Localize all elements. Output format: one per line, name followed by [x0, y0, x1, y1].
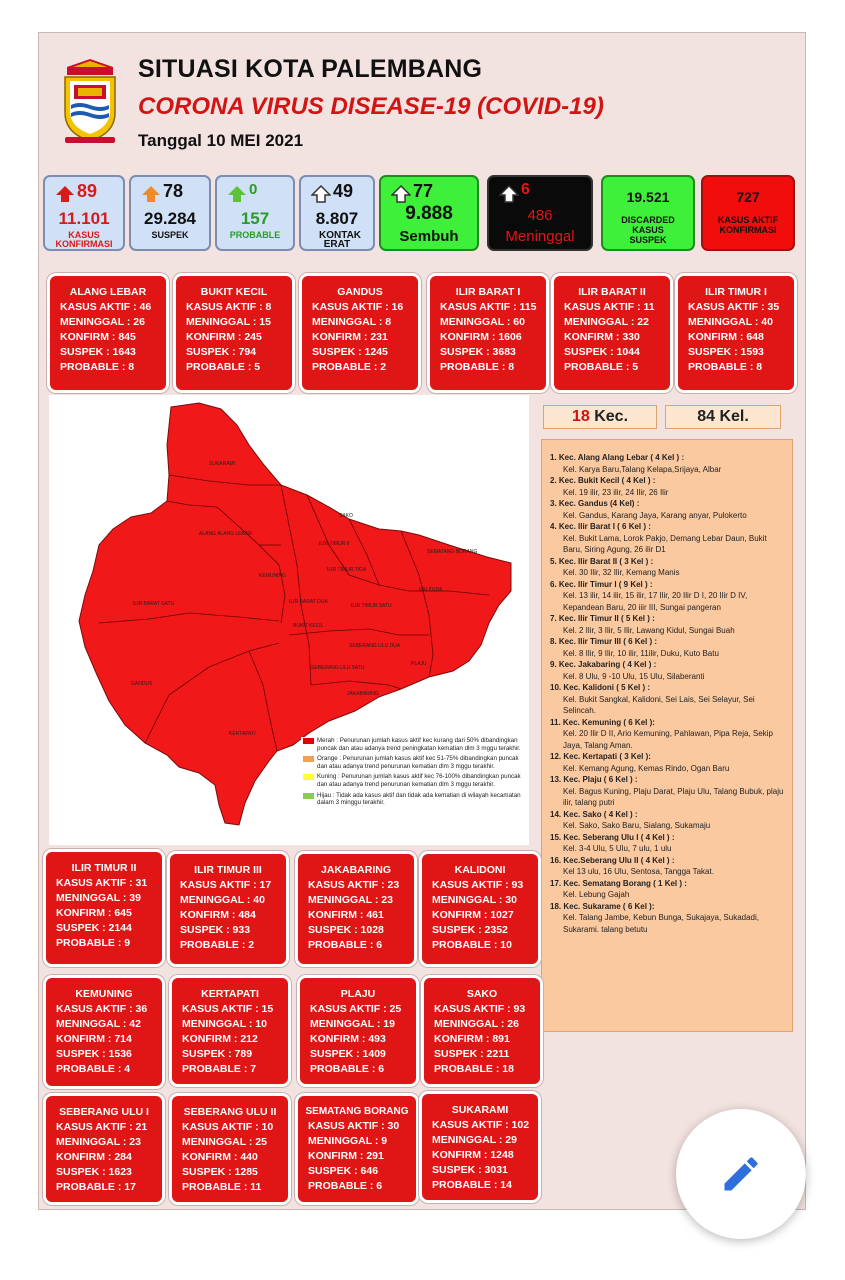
kasus-aktif: KASUS AKTIF : 23 — [308, 879, 400, 891]
arrow-up-icon — [391, 185, 411, 203]
legend-swatch — [303, 738, 314, 744]
konfirm: KONFIRM : 714 — [56, 1033, 132, 1045]
suspek: SUSPEK : 1593 — [688, 346, 764, 358]
district-card — [299, 273, 421, 393]
pencil-icon — [719, 1152, 763, 1196]
kasus-aktif: KASUS AKTIF : 15 — [182, 1003, 274, 1015]
district-name: ILIR TIMUR III — [194, 864, 262, 876]
stat-total: 157 — [240, 209, 270, 228]
edit-fab-button[interactable] — [676, 1109, 806, 1239]
list-item-head: 8. Kec. Ilir Timur III ( 6 Kel ) : — [550, 637, 657, 646]
list-item-body: Kel 13 ulu, 16 Ulu, Sentosa, Tangga Takat. — [563, 867, 714, 876]
list-item-body: Kel. Gandus, Karang Jaya, Karang anyar, Pulokerto — [563, 510, 747, 520]
stat-kasus-aktif — [701, 175, 795, 251]
district-name: KERTAPATI — [201, 988, 259, 1000]
stat-label: Sembuh — [399, 228, 459, 245]
suspek: SUSPEK : 646 — [308, 1165, 379, 1177]
district-card — [295, 1093, 419, 1205]
district-name: ALANG LEBAR — [69, 286, 147, 298]
probable: PROBABLE : 14 — [432, 1179, 512, 1191]
probable: PROBABLE : 10 — [432, 939, 512, 951]
kasus-aktif: KASUS AKTIF : 31 — [56, 877, 148, 889]
meninggal: MENINGGAL : 8 — [312, 316, 392, 328]
konfirm: KONFIRM : 648 — [688, 331, 764, 343]
meninggal: MENINGGAL : 39 — [56, 892, 141, 904]
report-date: Tanggal 10 MEI 2021 — [138, 131, 304, 150]
kecamatan-count-label: Kec. — [594, 408, 629, 425]
list-item-head: 17. Kec. Sematang Borang ( 1 Kel ) : — [550, 878, 687, 888]
list-item-body: Kel. Talang Jambe, Kebun Bunga, Sukajaya, Sukadadi, Sukarami. talang betutu — [563, 913, 759, 934]
kasus-aktif: KASUS AKTIF : 93 — [432, 879, 524, 891]
map-label: SAKO — [339, 513, 353, 519]
meninggal: MENINGGAL : 19 — [310, 1018, 395, 1030]
list-item-body: Kel. 3-4 Ulu, 5 Ulu, 7 ulu, 1 ulu — [563, 844, 672, 853]
map-label: ILIR BARAT DUA — [289, 599, 328, 605]
list-item-body: Kel. Lebung Gajah — [563, 890, 630, 899]
suspek: SUSPEK : 789 — [182, 1048, 253, 1060]
probable: PROBABLE : 4 — [56, 1063, 131, 1075]
list-item-body: Kel. 20 Ilir D II, Ario Kemuning, Pahlawan, Pipa Reja, Sekip Jaya, Talang Aman. — [563, 729, 773, 750]
district-name: SEMATANG BORANG — [305, 1106, 409, 1117]
suspek: SUSPEK : 1643 — [60, 346, 136, 358]
meninggal: MENINGGAL : 29 — [432, 1134, 517, 1146]
legend-item — [301, 755, 529, 770]
stat-label: SUSPEK — [151, 230, 189, 240]
infographic-sheet — [38, 32, 806, 1210]
stat-label: PROBABLE — [229, 230, 281, 240]
kasus-aktif: KASUS AKTIF : 25 — [310, 1003, 402, 1015]
district-name: ILIR TIMUR I — [705, 286, 767, 298]
stat-total: 11.101 — [58, 209, 110, 228]
suspek: SUSPEK : 3683 — [440, 346, 516, 358]
stat-delta: 78 — [163, 181, 184, 201]
suspek: SUSPEK : 2352 — [432, 924, 508, 936]
legend-text: Kuning : Penurunan jumlah kasus aktif kec 76-100% dibandingkan puncak dan atau adanya trend penurunan kematian dlm 3 mggu terakhir. — [317, 773, 521, 788]
konfirm: KONFIRM : 484 — [180, 909, 256, 921]
probable: PROBABLE : 6 — [310, 1063, 385, 1075]
list-item-head: 18. Kec. Sukarame ( 6 Kel ): — [550, 901, 655, 911]
meninggal: MENINGGAL : 42 — [56, 1018, 141, 1030]
probable: PROBABLE : 2 — [312, 361, 387, 373]
district-name: GANDUS — [337, 286, 383, 298]
meninggal: MENINGGAL : 26 — [434, 1018, 519, 1030]
meninggal: MENINGGAL : 30 — [432, 894, 517, 906]
probable: PROBABLE : 8 — [688, 361, 763, 373]
suspek: SUSPEK : 1285 — [182, 1166, 258, 1178]
map-label: ILIR TIMUR II — [319, 541, 350, 547]
arrow-up-icon — [141, 185, 161, 203]
probable: PROBABLE : 5 — [186, 361, 261, 373]
list-item-body: Kel. 30 Ilir, 32 Ilir, Kemang Manis — [563, 568, 680, 577]
kasus-aktif: KASUS AKTIF : 102 — [432, 1119, 530, 1131]
suspek: SUSPEK : 1245 — [312, 346, 388, 358]
list-item-body: Kel. 2 Ilir, 3 Ilir, 5 Ilir, Lawang Kidul, Sungai Buah — [563, 625, 735, 635]
district-card — [427, 273, 549, 393]
suspek: SUSPEK : 1044 — [564, 346, 640, 358]
stat-sembuh — [379, 175, 479, 251]
kasus-aktif: KASUS AKTIF : 115 — [440, 301, 537, 313]
list-item-head: 16. Kec.Seberang Ulu II ( 4 Kel ) : — [550, 855, 675, 865]
meninggal: MENINGGAL : 26 — [60, 316, 145, 328]
page-subtitle: CORONA VIRUS DISEASE-19 (COVID-19) — [138, 93, 604, 120]
legend-text: Orange : Penurunan jumlah kasus aktif kec 51-75% dibandingkan puncak dan atau adanya trend penurunan kematian dlm 3 mggu terakhir. — [317, 755, 519, 770]
suspek: SUSPEK : 933 — [180, 924, 251, 936]
arrow-up-icon — [227, 185, 247, 203]
stat-total: 727 — [736, 189, 760, 205]
list-item-body: Kel. Bukit Sangkal, Kalidoni, Sei Lais, Sei Selayur, Sei Selincah. — [563, 694, 755, 715]
kasus-aktif: KASUS AKTIF : 46 — [60, 301, 152, 313]
district-name: ILIR BARAT I — [455, 286, 521, 298]
kasus-aktif: KASUS AKTIF : 10 — [182, 1121, 274, 1133]
stat-total: 9.888 — [405, 203, 453, 224]
arrow-up-icon — [311, 185, 331, 203]
map-label: SEBERANG ULU SATU — [311, 665, 365, 671]
list-item-body: Kel. Karya Baru,Talang Kelapa,Srijaya, Albar — [563, 464, 722, 474]
list-item-head: 1. Kec. Alang Alang Lebar ( 4 Kel ) : — [550, 453, 685, 462]
suspek: SUSPEK : 1409 — [310, 1048, 386, 1060]
suspek: SUSPEK : 3031 — [432, 1164, 508, 1176]
legend-item — [301, 737, 529, 752]
probable: PROBABLE : 11 — [182, 1181, 262, 1193]
stat-label: KASUS AKTIF KONFIRMASI — [717, 215, 779, 235]
list-item-body: Kel. 13 ilir, 14 ilir, 15 ilir, 17 Ilir, 20 Ilir D I, 20 Ilir D IV, Kepandean Baru, 20 iiir III, Sungai pangeran — [563, 591, 748, 612]
kecamatan-count-box — [543, 405, 657, 429]
legend-text: Merah : Penurunan jumlah kasus aktif kec kurang dari 50% dibandingkan puncak dan atau adanya trend peningkatan kematian dlm 3 mggu terakhir. — [317, 737, 521, 752]
list-item-body: Kel. 8 Ilir, 9 Ilir, 10 ilir, 11ilir, Duku, Kuto Batu — [563, 648, 719, 658]
stat-label: DISCARDED KASUS SUSPEK — [621, 215, 675, 245]
district-card — [295, 851, 417, 967]
konfirm: KONFIRM : 440 — [182, 1151, 258, 1163]
list-item-head: 15. Kec. Seberang Ulu I ( 4 Kel ) : — [550, 832, 675, 842]
list-item-body: Kel. Bagus Kuning, Plaju Darat, Plaju Ulu, Talang Bubuk, plaju ilir, talang putri — [563, 786, 784, 807]
district-name: KALIDONI — [454, 864, 506, 876]
legend-swatch — [303, 756, 314, 762]
stat-delta: 77 — [413, 181, 434, 201]
meninggal: MENINGGAL : 15 — [186, 316, 271, 328]
map-label: ILIR BARAT SATU — [133, 601, 175, 607]
map-label: GANDUS — [131, 681, 153, 687]
probable: PROBABLE : 6 — [308, 1180, 383, 1192]
district-card — [551, 273, 673, 393]
meninggal: MENINGGAL : 23 — [56, 1136, 141, 1148]
konfirm: KONFIRM : 891 — [434, 1033, 510, 1045]
stat-total: 19.521 — [626, 189, 670, 205]
kasus-aktif: KASUS AKTIF : 21 — [56, 1121, 148, 1133]
list-item-body: Kel. 8 Ulu, 9 -10 Ulu, 15 Ulu, Silaberanti — [563, 671, 705, 681]
legend-item — [301, 792, 529, 807]
district-card — [169, 1093, 291, 1205]
probable: PROBABLE : 2 — [180, 939, 255, 951]
konfirm: KONFIRM : 1248 — [432, 1149, 514, 1161]
kasus-aktif: KASUS AKTIF : 30 — [308, 1120, 400, 1132]
district-name: ILIR BARAT II — [578, 286, 646, 298]
district-card — [43, 849, 165, 967]
map-label: ILIR TIMUR TIGA — [327, 567, 367, 573]
district-name: PLAJU — [340, 988, 376, 1000]
map-label: KEMUNING — [259, 573, 286, 579]
district-card — [167, 851, 289, 967]
meninggal: MENINGGAL : 25 — [182, 1136, 267, 1148]
meninggal: MENINGGAL : 40 — [180, 894, 265, 906]
district-card — [419, 851, 541, 967]
stat-delta: 0 — [249, 181, 258, 198]
list-item-head: 6. Kec. Ilir Timur I ( 9 Kel ) : — [550, 579, 653, 589]
meninggal: MENINGGAL : 60 — [440, 316, 525, 328]
district-name: KEMUNING — [75, 988, 133, 1000]
list-item-head: 9. Kec. Jakabaring ( 4 Kel ) : — [550, 660, 657, 669]
district-card — [173, 273, 295, 393]
legend-swatch — [303, 774, 314, 780]
konfirm: KONFIRM : 1027 — [432, 909, 514, 921]
konfirm: KONFIRM : 461 — [308, 909, 384, 921]
konfirm: KONFIRM : 212 — [182, 1033, 258, 1045]
stat-delta: 89 — [77, 181, 98, 201]
stat-probable — [215, 175, 295, 251]
arrow-up-icon — [55, 185, 75, 203]
district-name: BUKIT KECIL — [200, 286, 268, 298]
page-title: SITUASI KOTA PALEMBANG — [138, 55, 483, 83]
probable: PROBABLE : 5 — [564, 361, 639, 373]
district-card — [43, 1093, 165, 1205]
kasus-aktif: KASUS AKTIF : 36 — [56, 1003, 148, 1015]
konfirm: KONFIRM : 493 — [310, 1033, 386, 1045]
probable: PROBABLE : 9 — [56, 937, 131, 949]
stat-delta: 6 — [521, 181, 530, 198]
list-item-body: Kel. Sako, Sako Baru, Sialang, Sukamaju — [563, 821, 711, 830]
legend-item — [301, 773, 529, 788]
kasus-aktif: KASUS AKTIF : 35 — [688, 301, 780, 313]
list-item-body: Kel. Kemang Agung, Kemas Rindo, Ogan Baru — [563, 763, 730, 773]
stat-kasus-konfirmasi — [43, 175, 125, 251]
map-label: KERTAPATI — [229, 731, 256, 737]
konfirm: KONFIRM : 245 — [186, 331, 262, 343]
district-card — [43, 975, 165, 1089]
legend-swatch — [303, 793, 314, 799]
suspek: SUSPEK : 2144 — [56, 922, 132, 934]
meninggal: MENINGGAL : 22 — [564, 316, 649, 328]
district-name: SEBERANG ULU II — [183, 1106, 277, 1118]
district-card — [169, 975, 291, 1087]
suspek: SUSPEK : 2211 — [434, 1048, 510, 1060]
meninggal: MENINGGAL : 23 — [308, 894, 393, 906]
district-card — [675, 273, 797, 393]
probable: PROBABLE : 8 — [60, 361, 135, 373]
list-item-head: 10. Kec. Kalidoni ( 5 Kel ) : — [550, 683, 651, 692]
kelurahan-count-box — [665, 405, 781, 429]
stat-meninggal — [487, 175, 593, 251]
district-name: SUKARAMI — [451, 1104, 509, 1116]
map-label: BUKIT KECIL — [293, 623, 324, 629]
meninggal: MENINGGAL : 9 — [308, 1135, 388, 1147]
district-card — [47, 273, 169, 393]
stat-label: KONTAK ERAT — [319, 230, 362, 250]
suspek: SUSPEK : 1623 — [56, 1166, 132, 1178]
district-card — [419, 1091, 541, 1203]
konfirm: KONFIRM : 845 — [60, 331, 136, 343]
konfirm: KONFIRM : 231 — [312, 331, 388, 343]
stat-suspek — [129, 175, 211, 251]
probable: PROBABLE : 6 — [308, 939, 383, 951]
list-item-head: 3. Kec. Gandus (4 Kel) : — [550, 499, 640, 508]
map-label: KALIDONI — [419, 587, 443, 593]
list-item-head: 11. Kec. Kemuning ( 6 Kel ): — [550, 717, 655, 727]
list-item-head: 5. Kec. Ilir Barat II ( 3 Kel ) : — [550, 556, 654, 566]
district-name: ILIR TIMUR II — [71, 862, 137, 874]
map-label: SEMATANG BORANG — [427, 549, 478, 555]
probable: PROBABLE : 18 — [434, 1063, 514, 1075]
kasus-aktif: KASUS AKTIF : 17 — [180, 879, 272, 891]
list-item-head: 7. Kec. Ilir Timur II ( 5 Kel ) : — [550, 614, 655, 623]
district-name: JAKABARING — [320, 864, 391, 876]
suspek: SUSPEK : 1028 — [308, 924, 384, 936]
list-item-body: Kel. 19 ilir, 23 ilir, 24 Ilir, 26 Ilir — [563, 487, 669, 497]
list-item-head: 12. Kec. Kertapati ( 3 Kel ): — [550, 752, 651, 761]
district-card — [421, 975, 543, 1087]
probable: PROBABLE : 8 — [440, 361, 515, 373]
kecamatan-count: 18 — [571, 408, 590, 425]
list-item-head: 4. Kec. Ilir Barat I ( 6 Kel ) : — [550, 522, 651, 531]
stat-total: 8.807 — [315, 209, 359, 228]
map-legend — [301, 737, 529, 810]
probable: PROBABLE : 17 — [56, 1181, 136, 1193]
kelurahan-list — [541, 439, 793, 1032]
list-item-head: 13. Kec. Plaju ( 6 Kel ) : — [550, 775, 638, 784]
meninggal: MENINGGAL : 10 — [182, 1018, 267, 1030]
kasus-aktif: KASUS AKTIF : 93 — [434, 1003, 526, 1015]
list-item-head: 14. Kec. Sako ( 4 Kel ) : — [550, 809, 638, 819]
stat-delta: 49 — [333, 181, 354, 201]
konfirm: KONFIRM : 645 — [56, 907, 132, 919]
district-name: SEBERANG ULU I — [59, 1106, 149, 1118]
map-label: SEBERANG ULU DUA — [349, 643, 401, 649]
map-label: ILIR TIMUR SATU — [351, 603, 392, 609]
arrow-up-icon — [499, 185, 519, 203]
stat-total: 486 — [527, 207, 553, 224]
konfirm: KONFIRM : 284 — [56, 1151, 132, 1163]
konfirm: KONFIRM : 330 — [564, 331, 640, 343]
list-item-body: Kel. Bukit Lama, Lorok Pakjo, Demang Lebar Daun, Bukit Baru, Siring Agung, 26 ilir D1 — [563, 533, 767, 554]
district-name: SAKO — [466, 988, 498, 1000]
kasus-aktif: KASUS AKTIF : 11 — [564, 301, 655, 313]
map-label: PLAJU — [411, 661, 427, 667]
konfirm: KONFIRM : 291 — [308, 1150, 384, 1162]
kasus-aktif: KASUS AKTIF : 8 — [186, 301, 272, 313]
stat-total: 29.284 — [144, 209, 196, 228]
stat-discarded — [601, 175, 695, 251]
map-label: SUKARAMI — [209, 461, 236, 467]
map-label: JAKABARING — [347, 691, 379, 697]
stat-label: Meninggal — [505, 228, 575, 245]
suspek: SUSPEK : 794 — [186, 346, 257, 358]
kasus-aktif: KASUS AKTIF : 16 — [312, 301, 404, 313]
kelurahan-count: 84 Kel. — [697, 408, 749, 425]
stat-kontak-erat — [299, 175, 375, 251]
legend-text: Hijau : Tidak ada kasus aktif dan tidak ada kematian di wilayah kecamatan dalam 3 minggu terakhir. — [317, 791, 521, 807]
probable: PROBABLE : 7 — [182, 1063, 257, 1075]
konfirm: KONFIRM : 1606 — [440, 331, 522, 343]
list-item-head: 2. Kec. Bukit Kecil ( 4 Kel ) : — [550, 476, 656, 485]
district-map — [49, 395, 529, 845]
map-label: ALANG ALANG LEBAR — [199, 531, 252, 537]
meninggal: MENINGGAL : 40 — [688, 316, 773, 328]
stat-label: KASUS KONFIRMASI — [55, 230, 113, 249]
palembang-emblem-icon — [59, 57, 121, 145]
district-card — [297, 975, 419, 1087]
suspek: SUSPEK : 1536 — [56, 1048, 132, 1060]
